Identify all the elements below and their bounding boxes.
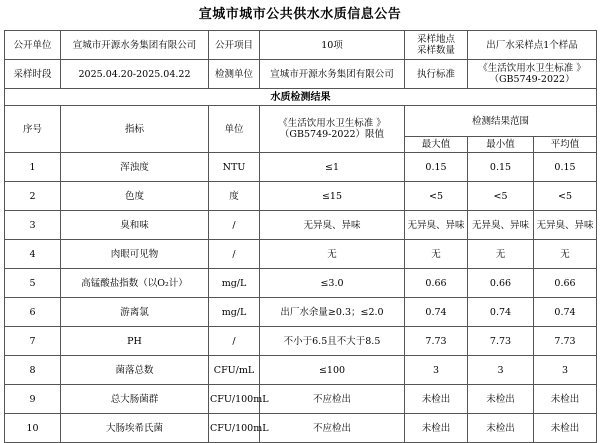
table-row (5, 211, 597, 240)
publisher-value: 宣城市开源水务集团有限公司 (61, 31, 209, 60)
table-row (5, 327, 597, 356)
data-rows (5, 153, 597, 443)
period-label: 采样时段 (5, 60, 61, 89)
row-indicator: 总大肠菌群 (61, 385, 209, 414)
row-min: 未检出 (468, 385, 534, 414)
section-row (5, 89, 597, 106)
table-row (5, 269, 597, 298)
row-indicator: 色度 (61, 182, 209, 211)
row-unit: NTU (209, 153, 260, 182)
period-value: 2025.04.20-2025.04.22 (61, 60, 209, 89)
row-avg: 0.15 (534, 153, 597, 182)
row-unit: CFU/100mL (209, 385, 260, 414)
row-number: 8 (5, 356, 61, 385)
row-number: 7 (5, 327, 61, 356)
row-max: 无异臭、异味 (405, 211, 468, 240)
standard-label: 执行标准 (405, 60, 468, 89)
row-max: 0.15 (405, 153, 468, 182)
standard-value-line1: 《生活饮用水卫生标准 》 (478, 63, 586, 74)
info-row-1 (5, 31, 597, 60)
col-max: 最大值 (405, 137, 468, 153)
table-row (5, 182, 597, 211)
col-limit (260, 106, 405, 153)
row-min: <5 (468, 182, 534, 211)
section-title: 水质检测结果 (5, 89, 597, 106)
table-row (5, 298, 597, 327)
sampling-value: 出厂水采样点1个样品 (468, 31, 597, 60)
publisher-label: 公开单位 (5, 31, 61, 60)
row-number: 1 (5, 153, 61, 182)
row-number: 9 (5, 385, 61, 414)
info-row-2 (5, 60, 597, 89)
row-unit: / (209, 327, 260, 356)
row-number: 2 (5, 182, 61, 211)
row-max: 无 (405, 240, 468, 269)
row-limit: 无异臭、异味 (260, 211, 405, 240)
row-limit: ≤100 (260, 356, 405, 385)
row-indicator: 游离氯 (61, 298, 209, 327)
table-row (5, 356, 597, 385)
row-max: 未检出 (405, 414, 468, 443)
row-max: 0.66 (405, 269, 468, 298)
standard-value-line2: （GB5749-2022） (489, 74, 575, 85)
row-max: 7.73 (405, 327, 468, 356)
row-limit: 不小于6.5且不大于8.5 (260, 327, 405, 356)
row-max: 3 (405, 356, 468, 385)
row-avg: 7.73 (534, 327, 597, 356)
row-number: 10 (5, 414, 61, 443)
row-min: 无异臭、异味 (468, 211, 534, 240)
sampling-label (405, 31, 468, 60)
sampling-label-line2: 采样数量 (416, 45, 455, 56)
row-max: 未检出 (405, 385, 468, 414)
row-avg: <5 (534, 182, 597, 211)
row-number: 6 (5, 298, 61, 327)
water-quality-table (4, 30, 597, 443)
row-limit: 不应检出 (260, 414, 405, 443)
col-range: 检测结果范围 (405, 106, 597, 137)
row-number: 4 (5, 240, 61, 269)
row-indicator: 大肠埃希氏菌 (61, 414, 209, 443)
column-header-row (5, 106, 597, 137)
table-row (5, 240, 597, 269)
lab-value: 宣城市开源水务集团有限公司 (260, 60, 405, 89)
row-unit: CFU/mL (209, 356, 260, 385)
row-unit: mg/L (209, 269, 260, 298)
row-unit: / (209, 240, 260, 269)
row-min: 3 (468, 356, 534, 385)
row-min: 无 (468, 240, 534, 269)
row-avg: 未检出 (534, 414, 597, 443)
row-avg: 无 (534, 240, 597, 269)
row-number: 5 (5, 269, 61, 298)
row-max: 0.74 (405, 298, 468, 327)
row-min: 0.74 (468, 298, 534, 327)
row-unit: 度 (209, 182, 260, 211)
row-limit: ≤1 (260, 153, 405, 182)
row-indicator: 浑浊度 (61, 153, 209, 182)
row-min: 0.66 (468, 269, 534, 298)
lab-label: 检测单位 (209, 60, 260, 89)
items-value: 10项 (260, 31, 405, 60)
row-unit: CFU/100mL (209, 414, 260, 443)
row-limit: ≤3.0 (260, 269, 405, 298)
row-number: 3 (5, 211, 61, 240)
row-limit: 不应检出 (260, 385, 405, 414)
row-limit: 无 (260, 240, 405, 269)
row-avg: 0.74 (534, 298, 597, 327)
row-min: 未检出 (468, 414, 534, 443)
table-row (5, 385, 597, 414)
table-row (5, 153, 597, 182)
row-avg: 无异臭、异味 (534, 211, 597, 240)
sampling-label-line1: 采样地点 (416, 34, 455, 45)
row-indicator: 菌落总数 (61, 356, 209, 385)
row-min: 7.73 (468, 327, 534, 356)
row-avg: 3 (534, 356, 597, 385)
row-indicator: 肉眼可见物 (61, 240, 209, 269)
row-avg: 0.66 (534, 269, 597, 298)
row-indicator: 高锰酸盐指数（以O₂计） (61, 269, 209, 298)
col-avg: 平均值 (534, 137, 597, 153)
col-indicator: 指标 (61, 106, 209, 153)
col-no: 序号 (5, 106, 61, 153)
row-limit: ≤15 (260, 182, 405, 211)
row-unit: / (209, 211, 260, 240)
standard-value (468, 60, 597, 89)
col-limit-line2: （GB5749-2022）限值 (279, 129, 385, 140)
row-indicator: 臭和味 (61, 211, 209, 240)
row-avg: 未检出 (534, 385, 597, 414)
table-row (5, 414, 597, 443)
page-title: 宣城市城市公共供水水质信息公告 (198, 7, 402, 22)
row-max: <5 (405, 182, 468, 211)
items-label: 公开项目 (209, 31, 260, 60)
row-limit: 出厂水余量≥0.3；≤2.0 (260, 298, 405, 327)
row-unit: mg/L (209, 298, 260, 327)
row-min: 0.15 (468, 153, 534, 182)
col-min: 最小值 (468, 137, 534, 153)
col-limit-line1: 《生活饮用水卫生标准 》 (278, 118, 386, 129)
row-indicator: PH (61, 327, 209, 356)
col-unit: 单位 (209, 106, 260, 153)
